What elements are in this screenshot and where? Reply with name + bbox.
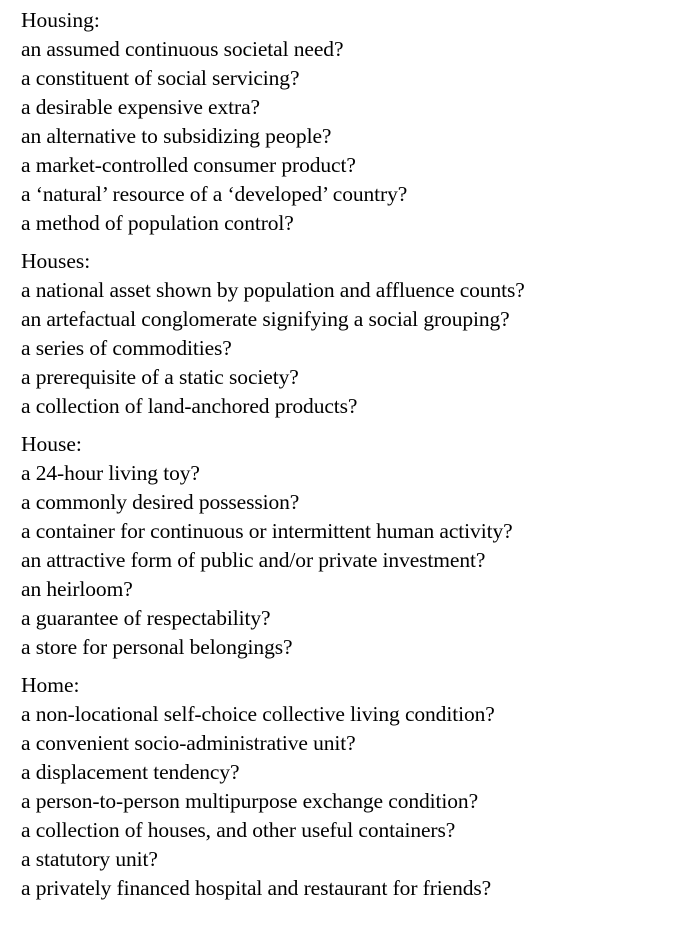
- list-item: a non-locational self-choice collective living condition?: [21, 702, 495, 726]
- list-item: a displacement tendency?: [21, 760, 240, 784]
- list-item: a method of population control?: [21, 211, 294, 235]
- list-item: a series of commodities?: [21, 336, 232, 360]
- list-item: a privately financed hospital and restaurant for friends?: [21, 876, 492, 900]
- list-item: a statutory unit?: [21, 847, 158, 871]
- list-item: an artefactual conglomerate signifying a social grouping?: [21, 307, 510, 331]
- list-item: a ‘natural’ resource of a ‘developed’ country?: [21, 182, 408, 206]
- list-item: a convenient socio-administrative unit?: [21, 731, 356, 755]
- list-item: a collection of houses, and other useful containers?: [21, 818, 456, 842]
- list-item: a container for continuous or intermittent human activity?: [21, 519, 513, 543]
- document-page: [21, 6, 671, 912]
- list-item: an attractive form of public and/or private investment?: [21, 548, 486, 572]
- list-item: a constituent of social servicing?: [21, 66, 300, 90]
- list-item: a collection of land-anchored products?: [21, 394, 358, 418]
- section-heading: Housing:: [21, 8, 100, 32]
- list-item: a prerequisite of a static society?: [21, 365, 299, 389]
- list-item: an alternative to subsidizing people?: [21, 124, 332, 148]
- list-item: a store for personal belongings?: [21, 635, 293, 659]
- section-heading: Houses:: [21, 249, 91, 273]
- list-item: a commonly desired possession?: [21, 490, 300, 514]
- section-house: [21, 430, 671, 662]
- list-item: an assumed continuous societal need?: [21, 37, 344, 61]
- list-item: a 24-hour living toy?: [21, 461, 200, 485]
- section-heading: Home:: [21, 673, 80, 697]
- list-item: a market-controlled consumer product?: [21, 153, 356, 177]
- section-home: [21, 671, 671, 903]
- section-houses: [21, 247, 671, 421]
- list-item: a desirable expensive extra?: [21, 95, 260, 119]
- list-item: an heirloom?: [21, 577, 133, 601]
- list-item: a guarantee of respectability?: [21, 606, 271, 630]
- section-heading: House:: [21, 432, 82, 456]
- section-housing: [21, 6, 671, 238]
- list-item: a national asset shown by population and affluence counts?: [21, 278, 525, 302]
- list-item: a person-to-person multipurpose exchange condition?: [21, 789, 479, 813]
